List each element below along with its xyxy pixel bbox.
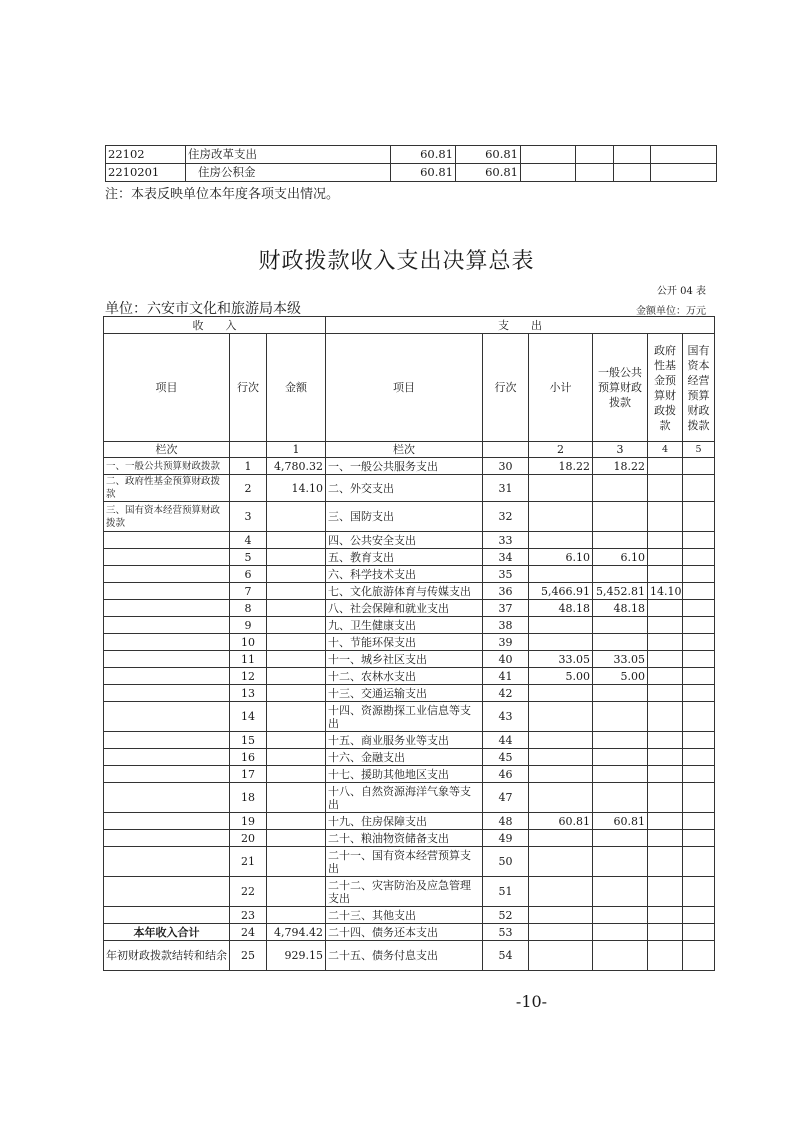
expense-subtotal bbox=[529, 502, 593, 532]
expense-state-capital bbox=[683, 732, 715, 749]
expense-row-no: 45 bbox=[483, 749, 529, 766]
income-row-no: 10 bbox=[230, 634, 267, 651]
expense-item: 五、教育支出 bbox=[326, 549, 483, 566]
expense-subtotal bbox=[529, 941, 593, 971]
expense-item: 二十二、灾害防治及应急管理支出 bbox=[326, 877, 483, 907]
expense-row-no: 33 bbox=[483, 532, 529, 549]
expense-section-header: 支 出 bbox=[326, 317, 715, 334]
expenditure-detail-table-tail bbox=[105, 145, 717, 182]
col-index-1: 1 bbox=[267, 442, 326, 458]
income-item: 年初财政拨款结转和结余 bbox=[104, 941, 230, 971]
expense-state-capital bbox=[683, 651, 715, 668]
expense-general-budget: 5.00 bbox=[593, 668, 648, 685]
expense-state-capital bbox=[683, 783, 715, 813]
expense-subtotal: 18.22 bbox=[529, 458, 593, 475]
col-header-item: 项目 bbox=[104, 334, 230, 442]
income-amount bbox=[267, 702, 326, 732]
table-row bbox=[104, 877, 715, 907]
expense-state-capital bbox=[683, 532, 715, 549]
expense-item: 九、卫生健康支出 bbox=[326, 617, 483, 634]
income-amount bbox=[267, 634, 326, 651]
expense-gov-fund bbox=[648, 907, 683, 924]
income-item bbox=[104, 830, 230, 847]
table-row bbox=[104, 475, 715, 502]
table-row bbox=[104, 458, 715, 475]
subject-name: 住房公积金 bbox=[186, 164, 391, 182]
expense-general-budget: 60.81 bbox=[593, 813, 648, 830]
empty-cell bbox=[614, 146, 651, 164]
income-row-no: 13 bbox=[230, 685, 267, 702]
expense-gov-fund bbox=[648, 749, 683, 766]
table-row bbox=[104, 924, 715, 941]
income-item bbox=[104, 583, 230, 600]
income-item bbox=[104, 566, 230, 583]
expense-gov-fund bbox=[648, 475, 683, 502]
income-amount: 4,794.42 bbox=[267, 924, 326, 941]
expense-gov-fund bbox=[648, 830, 683, 847]
expense-subtotal: 6.10 bbox=[529, 549, 593, 566]
expense-row-no: 38 bbox=[483, 617, 529, 634]
expense-state-capital bbox=[683, 907, 715, 924]
expense-item: 八、社会保障和就业支出 bbox=[326, 600, 483, 617]
expense-general-budget bbox=[593, 685, 648, 702]
table-row bbox=[104, 749, 715, 766]
table-row bbox=[104, 941, 715, 971]
expense-row-no: 54 bbox=[483, 941, 529, 971]
income-amount bbox=[267, 600, 326, 617]
basic-value: 60.81 bbox=[456, 164, 521, 182]
expense-item: 二十五、债务付息支出 bbox=[326, 941, 483, 971]
expense-gov-fund bbox=[648, 566, 683, 583]
expense-subtotal bbox=[529, 475, 593, 502]
table-row bbox=[106, 146, 717, 164]
expense-item: 十九、住房保障支出 bbox=[326, 813, 483, 830]
expense-item: 三、国防支出 bbox=[326, 502, 483, 532]
expense-row-no: 31 bbox=[483, 475, 529, 502]
expense-general-budget: 6.10 bbox=[593, 549, 648, 566]
income-row-no: 17 bbox=[230, 766, 267, 783]
expense-item: 十一、城乡社区支出 bbox=[326, 651, 483, 668]
income-row-no: 25 bbox=[230, 941, 267, 971]
income-item bbox=[104, 766, 230, 783]
income-item bbox=[104, 877, 230, 907]
expense-subtotal bbox=[529, 617, 593, 634]
expense-row-no: 48 bbox=[483, 813, 529, 830]
table-row bbox=[106, 164, 717, 182]
expense-subtotal bbox=[529, 847, 593, 877]
expense-general-budget bbox=[593, 475, 648, 502]
total-value: 60.81 bbox=[391, 164, 456, 182]
expense-item: 一、一般公共服务支出 bbox=[326, 458, 483, 475]
expense-row-no: 53 bbox=[483, 924, 529, 941]
expense-row-no: 34 bbox=[483, 549, 529, 566]
income-amount bbox=[267, 532, 326, 549]
expense-item: 二十四、债务还本支出 bbox=[326, 924, 483, 941]
col-index-3: 3 bbox=[593, 442, 648, 458]
expense-general-budget bbox=[593, 749, 648, 766]
table-row bbox=[104, 907, 715, 924]
income-amount bbox=[267, 847, 326, 877]
subject-code: 2210201 bbox=[106, 164, 186, 182]
income-row-no: 4 bbox=[230, 532, 267, 549]
income-row-no: 3 bbox=[230, 502, 267, 532]
income-row-no: 18 bbox=[230, 783, 267, 813]
expense-item: 四、公共安全支出 bbox=[326, 532, 483, 549]
income-row-no: 19 bbox=[230, 813, 267, 830]
expense-item: 十三、交通运输支出 bbox=[326, 685, 483, 702]
col-header-row-no: 行次 bbox=[230, 334, 267, 442]
col-header-amount: 金额 bbox=[267, 334, 326, 442]
empty-cell bbox=[521, 146, 576, 164]
income-row-no: 2 bbox=[230, 475, 267, 502]
income-amount bbox=[267, 766, 326, 783]
expense-gov-fund bbox=[648, 532, 683, 549]
col-index-4: 4 bbox=[648, 442, 683, 458]
income-item bbox=[104, 651, 230, 668]
col-header-general-budget: 一般公共预算财政拨款 bbox=[593, 334, 648, 442]
table-row bbox=[104, 702, 715, 732]
col-index-label2: 栏次 bbox=[326, 442, 483, 458]
income-row-no: 24 bbox=[230, 924, 267, 941]
col-header-state-capital: 国有资本经营预算财政拨款 bbox=[683, 334, 715, 442]
expense-row-no: 49 bbox=[483, 830, 529, 847]
income-amount bbox=[267, 617, 326, 634]
column-header-row bbox=[104, 334, 715, 442]
empty-cell bbox=[576, 146, 614, 164]
income-item bbox=[104, 617, 230, 634]
subject-code: 22102 bbox=[106, 146, 186, 164]
expense-state-capital bbox=[683, 766, 715, 783]
expense-state-capital bbox=[683, 830, 715, 847]
income-section-header: 收 入 bbox=[104, 317, 326, 334]
expense-row-no: 46 bbox=[483, 766, 529, 783]
expense-state-capital bbox=[683, 924, 715, 941]
expense-general-budget bbox=[593, 566, 648, 583]
expense-item: 七、文化旅游体育与传媒支出 bbox=[326, 583, 483, 600]
expense-row-no: 47 bbox=[483, 783, 529, 813]
expense-row-no: 52 bbox=[483, 907, 529, 924]
expense-row-no: 51 bbox=[483, 877, 529, 907]
expense-subtotal bbox=[529, 877, 593, 907]
income-amount bbox=[267, 813, 326, 830]
expense-gov-fund bbox=[648, 549, 683, 566]
income-amount bbox=[267, 907, 326, 924]
expense-general-budget bbox=[593, 702, 648, 732]
money-unit: 金额单位：万元 bbox=[636, 306, 706, 317]
income-item bbox=[104, 749, 230, 766]
table-row bbox=[104, 732, 715, 749]
income-row-no: 12 bbox=[230, 668, 267, 685]
expense-row-no: 41 bbox=[483, 668, 529, 685]
expense-gov-fund bbox=[648, 766, 683, 783]
expense-state-capital bbox=[683, 749, 715, 766]
expense-row-no: 36 bbox=[483, 583, 529, 600]
income-row-no: 15 bbox=[230, 732, 267, 749]
expense-general-budget: 18.22 bbox=[593, 458, 648, 475]
income-row-no: 14 bbox=[230, 702, 267, 732]
income-item: 本年收入合计 bbox=[104, 924, 230, 941]
subject-name: 住房改革支出 bbox=[186, 146, 391, 164]
expense-item: 二十、粮油物资储备支出 bbox=[326, 830, 483, 847]
expense-gov-fund bbox=[648, 813, 683, 830]
form-number: 公开 04 表 bbox=[656, 286, 706, 297]
expense-gov-fund: 14.10 bbox=[648, 583, 683, 600]
income-item bbox=[104, 813, 230, 830]
expense-gov-fund bbox=[648, 732, 683, 749]
expense-gov-fund bbox=[648, 847, 683, 877]
expense-row-no: 35 bbox=[483, 566, 529, 583]
col-header-subtotal: 小计 bbox=[529, 334, 593, 442]
expense-subtotal bbox=[529, 907, 593, 924]
expense-item: 十七、援助其他地区支出 bbox=[326, 766, 483, 783]
expense-gov-fund bbox=[648, 651, 683, 668]
income-row-no: 21 bbox=[230, 847, 267, 877]
col-index-5: 5 bbox=[683, 442, 715, 458]
table-row bbox=[104, 685, 715, 702]
expense-item: 十五、商业服务业等支出 bbox=[326, 732, 483, 749]
income-amount bbox=[267, 783, 326, 813]
income-item bbox=[104, 634, 230, 651]
income-amount bbox=[267, 668, 326, 685]
expense-row-no: 40 bbox=[483, 651, 529, 668]
expense-item: 十四、资源勘探工业信息等支出 bbox=[326, 702, 483, 732]
income-item bbox=[104, 549, 230, 566]
expense-row-no: 43 bbox=[483, 702, 529, 732]
expense-state-capital bbox=[683, 600, 715, 617]
income-row-no: 7 bbox=[230, 583, 267, 600]
expense-row-no: 42 bbox=[483, 685, 529, 702]
income-item bbox=[104, 600, 230, 617]
income-amount bbox=[267, 732, 326, 749]
income-amount: 14.10 bbox=[267, 475, 326, 502]
col-index-label: 栏次 bbox=[104, 442, 230, 458]
table-row bbox=[104, 668, 715, 685]
page-number: -10- bbox=[515, 992, 548, 1011]
expense-item: 十六、金融支出 bbox=[326, 749, 483, 766]
expense-general-budget: 48.18 bbox=[593, 600, 648, 617]
expense-subtotal bbox=[529, 783, 593, 813]
expense-gov-fund bbox=[648, 877, 683, 907]
expense-general-budget bbox=[593, 877, 648, 907]
table-row bbox=[104, 830, 715, 847]
table-note: 注：本表反映单位本年度各项支出情况。 bbox=[105, 187, 340, 202]
income-row-no: 22 bbox=[230, 877, 267, 907]
expense-subtotal bbox=[529, 702, 593, 732]
expense-general-budget: 33.05 bbox=[593, 651, 648, 668]
expense-subtotal bbox=[529, 532, 593, 549]
table-row bbox=[104, 634, 715, 651]
table-row bbox=[104, 532, 715, 549]
basic-value: 60.81 bbox=[456, 146, 521, 164]
income-item bbox=[104, 702, 230, 732]
expense-subtotal bbox=[529, 924, 593, 941]
expense-item: 六、科学技术支出 bbox=[326, 566, 483, 583]
expense-general-budget bbox=[593, 847, 648, 877]
expense-subtotal: 60.81 bbox=[529, 813, 593, 830]
income-row-no: 20 bbox=[230, 830, 267, 847]
expense-row-no: 50 bbox=[483, 847, 529, 877]
expense-state-capital bbox=[683, 617, 715, 634]
income-amount: 4,780.32 bbox=[267, 458, 326, 475]
expense-state-capital bbox=[683, 549, 715, 566]
reporting-unit: 单位：六安市文化和旅游局本级 bbox=[105, 301, 301, 317]
expense-gov-fund bbox=[648, 458, 683, 475]
income-amount bbox=[267, 651, 326, 668]
empty-cell bbox=[576, 164, 614, 182]
expense-gov-fund bbox=[648, 668, 683, 685]
income-item bbox=[104, 532, 230, 549]
income-item bbox=[104, 783, 230, 813]
expense-item: 二、外交支出 bbox=[326, 475, 483, 502]
expense-state-capital bbox=[683, 634, 715, 651]
expense-general-budget bbox=[593, 766, 648, 783]
income-amount bbox=[267, 583, 326, 600]
expense-subtotal bbox=[529, 685, 593, 702]
income-item: 三、国有资本经营预算财政拨款 bbox=[104, 502, 230, 532]
table-row bbox=[104, 600, 715, 617]
table-row bbox=[104, 583, 715, 600]
expense-gov-fund bbox=[648, 634, 683, 651]
expense-general-budget bbox=[593, 830, 648, 847]
expense-subtotal bbox=[529, 732, 593, 749]
expense-gov-fund bbox=[648, 941, 683, 971]
empty-cell bbox=[651, 164, 717, 182]
expense-general-budget bbox=[593, 502, 648, 532]
col-index-empty bbox=[483, 442, 529, 458]
table-row bbox=[104, 566, 715, 583]
income-item: 二、政府性基金预算财政拨款 bbox=[104, 475, 230, 502]
income-item bbox=[104, 685, 230, 702]
col-header-row-no2: 行次 bbox=[483, 334, 529, 442]
expense-state-capital bbox=[683, 702, 715, 732]
expense-state-capital bbox=[683, 668, 715, 685]
expense-subtotal bbox=[529, 749, 593, 766]
expense-item: 十二、农林水支出 bbox=[326, 668, 483, 685]
empty-cell bbox=[614, 164, 651, 182]
income-row-no: 5 bbox=[230, 549, 267, 566]
expense-gov-fund bbox=[648, 924, 683, 941]
expense-general-budget bbox=[593, 732, 648, 749]
income-row-no: 8 bbox=[230, 600, 267, 617]
income-amount bbox=[267, 877, 326, 907]
expense-general-budget bbox=[593, 783, 648, 813]
expense-subtotal: 48.18 bbox=[529, 600, 593, 617]
expense-gov-fund bbox=[648, 600, 683, 617]
table-row bbox=[104, 766, 715, 783]
income-item bbox=[104, 847, 230, 877]
expense-state-capital bbox=[683, 566, 715, 583]
income-amount bbox=[267, 685, 326, 702]
expense-state-capital bbox=[683, 941, 715, 971]
column-index-row bbox=[104, 442, 715, 458]
table-row bbox=[104, 502, 715, 532]
income-row-no: 1 bbox=[230, 458, 267, 475]
expense-gov-fund bbox=[648, 502, 683, 532]
expense-gov-fund bbox=[648, 685, 683, 702]
empty-cell bbox=[521, 164, 576, 182]
expense-row-no: 39 bbox=[483, 634, 529, 651]
expense-row-no: 37 bbox=[483, 600, 529, 617]
expense-general-budget bbox=[593, 907, 648, 924]
expense-state-capital bbox=[683, 583, 715, 600]
expense-gov-fund bbox=[648, 617, 683, 634]
expense-general-budget bbox=[593, 924, 648, 941]
expense-gov-fund bbox=[648, 783, 683, 813]
income-row-no: 6 bbox=[230, 566, 267, 583]
table-row bbox=[104, 783, 715, 813]
page-title: 财政拨款收入支出决算总表 bbox=[258, 249, 535, 274]
expense-state-capital bbox=[683, 877, 715, 907]
income-item bbox=[104, 907, 230, 924]
col-header-gov-fund: 政府性基金预算财政拨款 bbox=[648, 334, 683, 442]
col-index-2: 2 bbox=[529, 442, 593, 458]
income-amount bbox=[267, 549, 326, 566]
income-amount bbox=[267, 830, 326, 847]
expense-subtotal bbox=[529, 830, 593, 847]
expense-state-capital bbox=[683, 475, 715, 502]
expense-state-capital bbox=[683, 685, 715, 702]
income-row-no: 23 bbox=[230, 907, 267, 924]
income-item bbox=[104, 668, 230, 685]
col-header-item2: 项目 bbox=[326, 334, 483, 442]
expense-row-no: 32 bbox=[483, 502, 529, 532]
expense-subtotal bbox=[529, 634, 593, 651]
expense-item: 十、节能环保支出 bbox=[326, 634, 483, 651]
income-row-no: 9 bbox=[230, 617, 267, 634]
expense-general-budget: 5,452.81 bbox=[593, 583, 648, 600]
income-amount bbox=[267, 749, 326, 766]
expense-general-budget bbox=[593, 532, 648, 549]
expense-subtotal: 5,466.91 bbox=[529, 583, 593, 600]
expense-item: 二十一、国有资本经营预算支出 bbox=[326, 847, 483, 877]
expense-item: 十八、自然资源海洋气象等支出 bbox=[326, 783, 483, 813]
expense-state-capital bbox=[683, 502, 715, 532]
expense-general-budget bbox=[593, 617, 648, 634]
income-amount bbox=[267, 502, 326, 532]
total-value: 60.81 bbox=[391, 146, 456, 164]
expense-subtotal bbox=[529, 766, 593, 783]
expense-state-capital bbox=[683, 813, 715, 830]
expense-subtotal: 33.05 bbox=[529, 651, 593, 668]
income-row-no: 16 bbox=[230, 749, 267, 766]
income-amount: 929.15 bbox=[267, 941, 326, 971]
section-header-row bbox=[104, 317, 715, 334]
table-row bbox=[104, 617, 715, 634]
expense-general-budget bbox=[593, 941, 648, 971]
expense-state-capital bbox=[683, 458, 715, 475]
income-amount bbox=[267, 566, 326, 583]
expense-state-capital bbox=[683, 847, 715, 877]
expense-row-no: 44 bbox=[483, 732, 529, 749]
table-row bbox=[104, 813, 715, 830]
income-row-no: 11 bbox=[230, 651, 267, 668]
income-item bbox=[104, 732, 230, 749]
expense-general-budget bbox=[593, 634, 648, 651]
expense-gov-fund bbox=[648, 702, 683, 732]
income-item: 一、一般公共预算财政拨款 bbox=[104, 458, 230, 475]
expense-subtotal bbox=[529, 566, 593, 583]
expense-item: 二十三、其他支出 bbox=[326, 907, 483, 924]
empty-cell bbox=[651, 146, 717, 164]
col-index-empty bbox=[230, 442, 267, 458]
expense-row-no: 30 bbox=[483, 458, 529, 475]
expense-subtotal: 5.00 bbox=[529, 668, 593, 685]
table-row bbox=[104, 651, 715, 668]
table-row bbox=[104, 549, 715, 566]
table-row bbox=[104, 847, 715, 877]
fiscal-appropriation-summary-table bbox=[103, 316, 715, 971]
